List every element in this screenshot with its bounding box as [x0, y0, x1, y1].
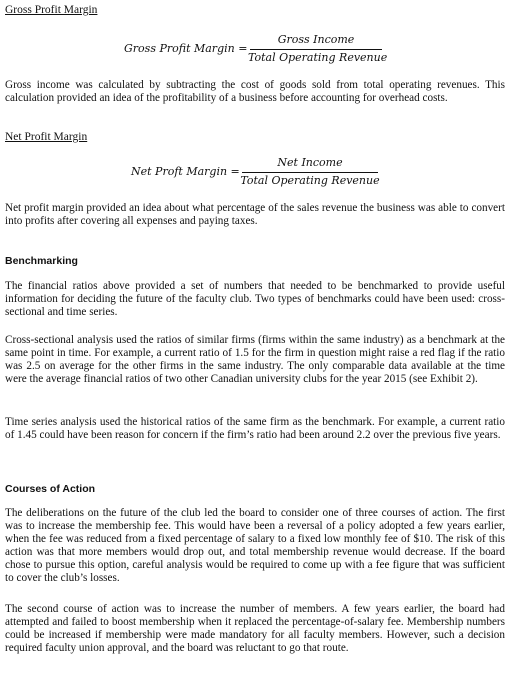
benchmarking-heading: Benchmarking — [5, 255, 78, 267]
gross-profit-margin-heading: Gross Profit Margin — [5, 4, 98, 16]
formula-numerator: Net Income — [277, 156, 343, 169]
formula-lhs: Net Proft Margin = — [131, 165, 240, 178]
formula-denominator: Total Operating Revenue — [248, 51, 388, 64]
benchmarking-paragraph-1: The financial ratios above provided a set of numbers that needed to be benchmarked to provide useful information for deciding the future of the faculty club. Two types of benchmarks could have been used: cross-sectional and time series. — [5, 280, 505, 318]
net-profit-description: Net profit margin provided an idea about what percentage of the sales revenue the business was able to convert into profits after covering all expenses and paying taxes. — [5, 202, 505, 227]
net-profit-formula — [0, 152, 516, 192]
courses-paragraph-1: The deliberations on the future of the club led the board to consider one of three courses of action. The first was to increase the membership fee. This would have been a reversal of a policy adopted a few years earlier, when the fee was reduced from a fixed percentage of salary to a fixed low monthly fee of $10. The risk of this action was that more members would drop out, and total membership revenue would decrease. If the board chose to pursue this option, careful analysis would be required to come up with a fee figure that was sufficient to cover the club’s losses. — [5, 507, 505, 584]
courses-of-action-heading: Courses of Action — [5, 483, 96, 495]
gross-profit-description: Gross income was calculated by subtracting the cost of goods sold from total operating revenues. This calculation provided an idea of the profitability of a business before accounting for overhead costs. — [5, 79, 505, 104]
fraction-bar — [250, 49, 382, 50]
fraction-bar — [242, 172, 378, 173]
courses-paragraph-2: The second course of action was to increase the number of members. A few years earlier, the board had attempted and failed to boost membership when it replaced the percentage-of-salary fee. Membership numbers could be increased if membership were made mandatory for all faculty members. However, such a decision required faculty union approval, and the board was reluctant to go that route. — [5, 603, 505, 654]
formula-denominator: Total Operating Revenue — [240, 174, 380, 187]
formula-lhs: Gross Profit Margin = — [124, 42, 248, 55]
formula-numerator: Gross Income — [277, 33, 355, 46]
benchmarking-paragraph-3: Time series analysis used the historical ratios of the same firm as the benchmark. For example, a current ratio of 1.45 could have been reason for concern if the firm’s ratio had been around 2.2 over the previous five years. — [5, 416, 505, 441]
net-profit-margin-heading: Net Profit Margin — [5, 131, 88, 143]
gross-profit-formula — [0, 30, 516, 70]
benchmarking-paragraph-2: Cross-sectional analysis used the ratios of similar firms (firms within the same industry) as a benchmark at the same point in time. For example, a current ratio of 1.5 for the firm in question might raise a red flag if the ratio was 2.5 on average for the other firms in the same industry. The only comparable data available at the time were the average financial ratios of two other Canadian university clubs for the year 2015 (see Exhibit 2). — [5, 334, 505, 385]
